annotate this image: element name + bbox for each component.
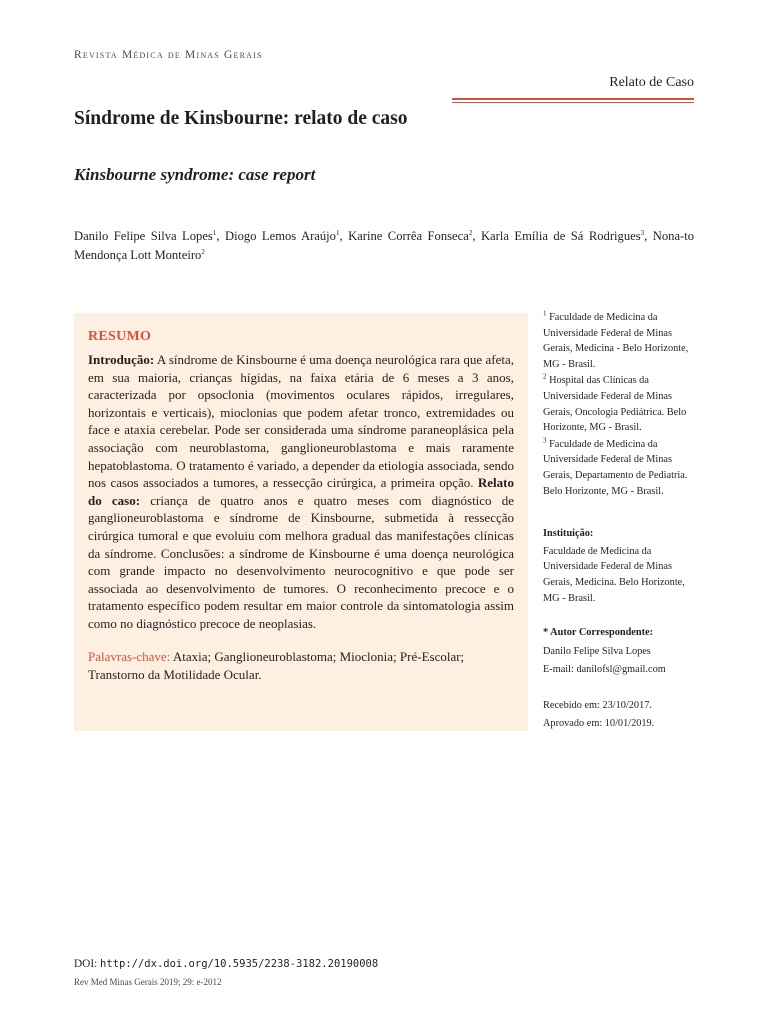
citation: Rev Med Minas Gerais 2019; 29: e-2012: [74, 977, 222, 987]
author-affiliation-mark: 1: [335, 228, 340, 237]
case-text: criança de quatro anos e quatro meses com diagnóstico de ganglioneuroblastoma e síndrome de Kinsbourne, submetida à ressecção cirúrgica tumoral e que evoluiu com melhora gradual das manifestações clínicas da síndrome. Conclusões: a síndrome de Kinsbourne é uma doença neurológica com grande impacto no desenvolvimento neurocognitivo e que pode ser associada ao desenvolvimento de tumores. O reconhecimento precoce e o tratamento específico podem resultar em maior controle da sintomatologia assim como no diagnóstico precoce de neoplasias.: [88, 492, 515, 631]
received-date: Recebido em: 23/10/2017.: [543, 699, 652, 711]
header-rule: [452, 98, 694, 100]
intro-text: A síndrome de Kinsbourne é uma doença neurológica rara que afeta, em sua maioria, crianças hígidas, na faixa etária de 6 meses a 3 anos, caracterizada por opsoclonia (movimentos oculares rápidos, irregulares, horizontais e verticais), mioclonias que podem afetar tronco, extremidades ou face e ataxia cerebelar. Pode ser considerada uma síndrome paraneoplásica pela associação com neuroblastoma, ganglioneuroblastoma e mais raramente hepatoblastoma. O tratamento é variado, a depender da etiologia associada, sendo nos casos associados a tumores, a ressecção cirúrgica, a primeira opção.: [88, 352, 514, 491]
author-affiliation-mark: 2: [468, 228, 473, 237]
author-name: Karla Emília de Sá Rodrigues: [480, 229, 641, 243]
correspondence-label: * Autor Correspondente:: [543, 627, 654, 639]
article-subtitle: Kinsbourne syndrome: case report: [74, 165, 316, 184]
doi-link[interactable]: http://dx.doi.org/10.5935/2238-3182.20190008: [100, 958, 379, 970]
author-name: Diogo Lemos Araújo: [224, 229, 336, 243]
correspondence-name: Danilo Felipe Silva Lopes: [543, 645, 651, 657]
intro-label: Introdução:: [88, 352, 155, 367]
article-title: Síndrome de Kinsbourne: relato de caso: [74, 108, 408, 129]
author-name: Karine Corrêa Fonseca: [348, 229, 469, 243]
affiliation-3: [543, 437, 699, 499]
keywords-label: Palavras-chave:: [88, 648, 171, 664]
author-affiliation-mark: 2: [201, 247, 205, 256]
affiliation-text: Faculdade de Medicina da Universidade Federal de Minas Gerais, Departamento de Pediatria. Belo Horizonte, MG - Brasil.: [543, 438, 688, 497]
author-list: Danilo Felipe Silva Lopes$^1$, Diogo Lemos Araújo$^1$, Karine Corrêa Fonseca$^2$, Karla Emília de Sá Rodrigues$^3$, Nona-to Mendonça Lott Monteiro$^2$: [74, 228, 695, 262]
abstract-heading: RESUMO: [88, 329, 152, 344]
section-label: Relato de Caso: [609, 75, 694, 90]
author-affiliation-mark: 1: [212, 228, 217, 237]
affiliation-number: 3: [543, 436, 547, 445]
abstract-text: [88, 351, 514, 633]
sidebar: [543, 310, 699, 732]
header-rule-thin: [452, 102, 694, 103]
journal-name: Revista Médica de Minas Gerais: [74, 49, 263, 61]
approved-date: Aprovado em: 10/01/2019.: [543, 718, 655, 730]
keywords-text: Ataxia; Ganglioneuroblastoma; Mioclonia; Pré-Escolar; Transtorno da Motilidade Ocular.: [88, 648, 465, 682]
author-name: Nona-to Mendonça Lott Monteiro: [74, 229, 695, 262]
affiliation-2: [543, 373, 699, 435]
institution-text: Faculdade de Medicina da Universidade Federal de Minas Gerais, Medicina. Belo Horizonte, MG - Brasil.: [543, 545, 685, 604]
doi-label: DOI:: [74, 958, 98, 970]
abstract-box: [74, 313, 528, 731]
affiliation-number: 1: [543, 309, 547, 318]
author-affiliation-mark: 3: [640, 228, 645, 237]
institution-label: Instituição:: [543, 528, 594, 540]
author-name: Danilo Felipe Silva Lopes: [74, 229, 213, 243]
affiliation-number: 2: [543, 372, 547, 381]
doi: [74, 958, 378, 970]
case-label: Relato do caso:: [88, 475, 514, 508]
affiliation-text: Faculdade de Medicina da Universidade Federal de Minas Gerais, Medicina - Belo Horizonte, MG - Brasil.: [543, 312, 689, 370]
affiliation-text: Hospital das Clínicas da Universidade Federal de Minas Gerais, Oncologia Pediátrica. Belo Horizonte, MG - Brasil.: [543, 375, 687, 434]
keywords: [88, 648, 514, 684]
affiliation-1: [543, 310, 699, 372]
correspondence-email: E-mail: danilofsl@gmail.com: [543, 664, 666, 676]
